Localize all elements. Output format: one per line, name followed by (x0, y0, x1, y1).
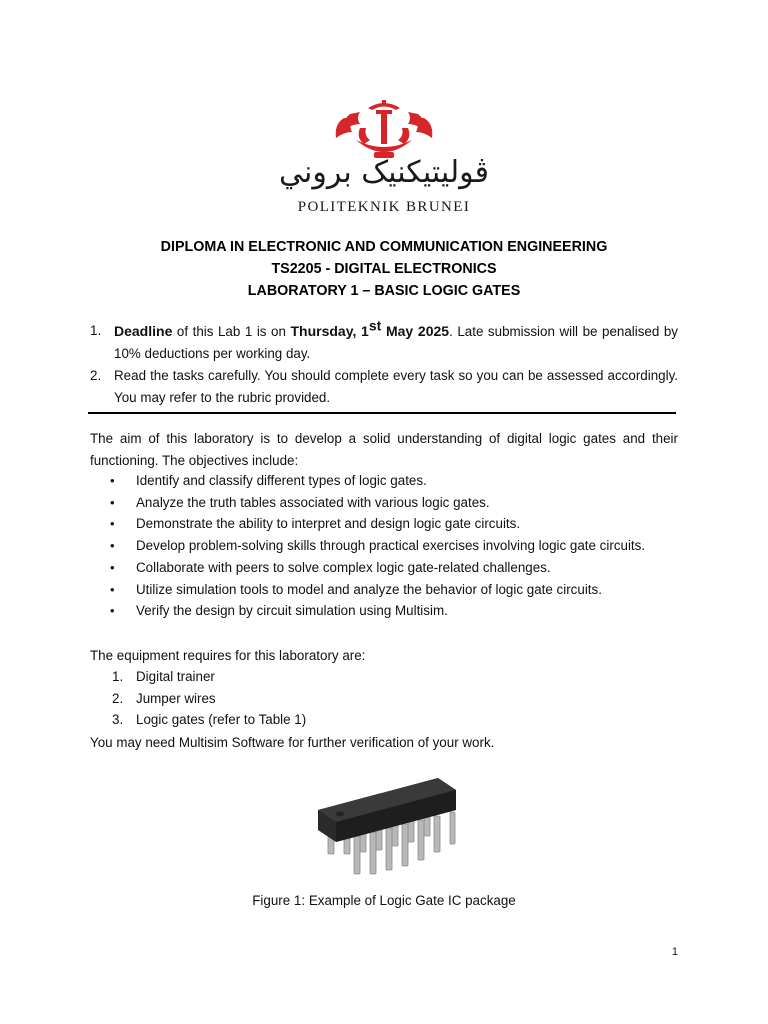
bullet-icon: • (110, 538, 115, 554)
bullet-icon: • (110, 581, 115, 597)
list-item: • Analyze the truth tables associated with various logic gates. (90, 492, 678, 514)
list-item: • Utilize simulation tools to model and analyze the behavior of logic gate circuits. (90, 579, 678, 601)
instruction-number: 1. (90, 323, 102, 338)
bullet-icon: • (110, 603, 115, 619)
instruction-text: Read the tasks carefully. You should complete every task so you can be assessed accordingly. You may refer to the rubric provided. (114, 368, 678, 405)
brunei-crest-icon (330, 98, 438, 160)
software-note: You may need Multisim Software for further verification of your work. (90, 735, 495, 750)
course-title: TS2205 - DIGITAL ELECTRONICS (271, 261, 497, 277)
list-item: • Verify the design by circuit simulation using Multisim. (90, 600, 678, 622)
institution-name: POLITEKNIK BRUNEI (297, 199, 471, 215)
list-item: 2. Jumper wires (112, 690, 216, 706)
list-item: 3. Logic gates (refer to Table 1) (112, 712, 307, 728)
instruction-text: . Late submission will be penalised by 10% deductions per working day. (114, 324, 679, 361)
instruction-item (90, 365, 678, 409)
list-item: • Collaborate with peers to solve complex logic gate-related challenges. (90, 557, 678, 579)
program-title: DIPLOMA IN ELECTRONIC AND COMMUNICATION ENGINEERING (160, 239, 608, 255)
deadline-date-suffix: st (368, 317, 382, 334)
instruction-text: of this Lab 1 is on (172, 324, 291, 339)
objectives-list (90, 470, 678, 622)
instruction-item (90, 317, 679, 365)
aim-paragraph: The aim of this laboratory is to develop a solid understanding of digital logic gates and their functioning. The objectives include: (90, 431, 678, 468)
list-item: • Develop problem-solving skills through practical exercises involving logic gate circuits. (90, 535, 678, 557)
figure-caption: Figure 1: Example of Logic Gate IC package (252, 893, 516, 908)
deadline-date-rest: May 2025 (381, 323, 450, 339)
lab-title: LABORATORY 1 – BASIC LOGIC GATES (247, 283, 521, 299)
list-item: 1. Digital trainer (112, 669, 215, 684)
bullet-icon: • (110, 494, 115, 510)
deadline-date-day: Thursday, 1 (290, 323, 369, 339)
instruction-number: 2. (90, 368, 102, 383)
bullet-icon: • (110, 559, 115, 575)
document-titles (90, 236, 678, 302)
page-number: 1 (671, 946, 678, 958)
instructions-list (90, 317, 679, 409)
bullet-icon: • (110, 473, 115, 488)
equipment-intro: The equipment requires for this laboratory are: (90, 648, 366, 663)
equipment-list (90, 666, 678, 731)
deadline-label: Deadline (114, 323, 173, 339)
list-item: • Demonstrate the ability to interpret and design logic gate circuits. (90, 513, 678, 535)
bullet-icon: • (110, 516, 115, 532)
section-divider (88, 412, 676, 414)
dip-ic-chip-icon (310, 770, 460, 888)
institution-arabic-name: ڤوليتيکنيک بروني (279, 155, 489, 190)
list-item: • Identify and classify different types of logic gates. (90, 470, 678, 492)
